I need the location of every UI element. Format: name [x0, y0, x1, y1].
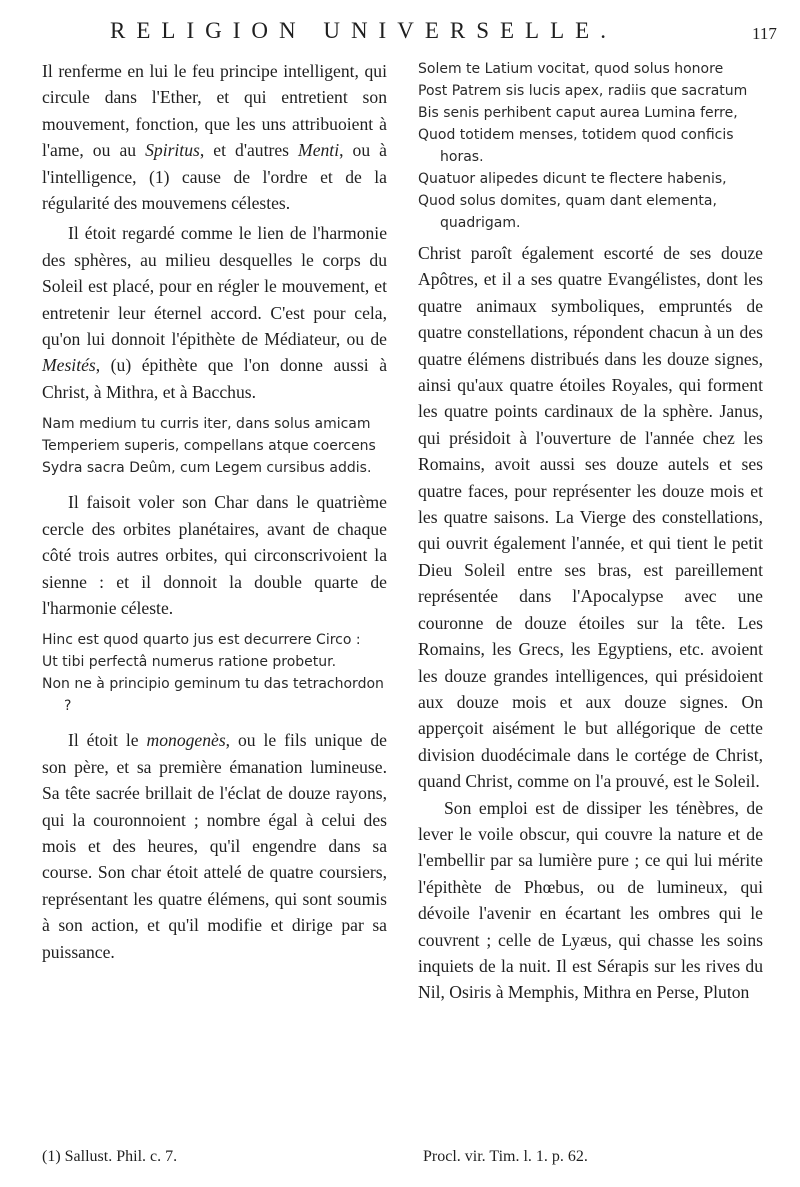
footnote-right: Procl. vir. Tim. l. 1. p. 62. [423, 1148, 588, 1165]
italic-term: monogenès [146, 730, 226, 751]
text-run: Il renferme en lui le feu principe intelligent, qui circule dans l'Ether, et qui entretient son mouvement, fonction, que les uns attribuoient à l'ame, ou au [42, 61, 387, 161]
text-run: , (u) épithète que l'on donne aussi à Christ, à Mithra, et à Bacchus. [42, 355, 387, 402]
latin-verse-1 [42, 413, 387, 479]
verse-line: Solem te Latium vocitat, quod solus honore [418, 61, 724, 77]
verse-line: Quod solus domites, quam dant elementa, quadrigam. [418, 193, 717, 231]
text-run: , et d'autres [199, 140, 299, 161]
right-paragraph-1: Christ paroît également escorté de ses douze Apôtres, et il a ses quatre Evangélistes, dont les quatre animaux symboliques, empruntés de quatre constellations, répondent chacun à un des quatre élémens distribués dans les douze signes, ainsi qu'aux quatre étoiles Royales, qui forment les quatre points cardinaux de la sphère. Janus, qui présidoit à l'ouverture de l'année chez les Romains, avoit aussi ses douze autels et ses quatre faces, pour représenter les douze mois et les quatre saisons. La Vierge des constellations, qui ouvrit également l'année, et qui tient le petit Dieu Soleil entre ses bras, est pareillement représentée dans l'Apocalypse avec une couronne de douze étoiles sur la tête. Les Romains, les Grecs, les Egyptiens, etc. avoient les douze grandes intelligences, qui présidoient aux douze mois et aux douze signes. On apperçoit aisément le but allégorique de cette division duodécimale dans le cortége de Christ, quand Christ, comme on l'a prouvé, est le Soleil. [418, 243, 763, 792]
left-paragraph-4 [42, 727, 387, 965]
text-run: , ou le fils unique de son père, et sa première émanation lumineuse. Sa tête sacrée brillait de l'éclat de douze rayons, qui la couronnoient ; nombre égal à celui des mois et des heures, qu'il engendre dans sa course. Son char étoit attelé de quatre coursiers, représentant les quatre élémens, qui sont soumis à son action, et qu'il modifie et dirige par sa puissance. [42, 730, 387, 962]
italic-term: Menti [298, 140, 340, 161]
text-run: , ou à l'intelligence, (1) cause de l'ordre et de la régularité des mouvemens célestes. [42, 140, 387, 214]
verse-line: Nam medium tu curris iter, dans solus amicam [42, 416, 371, 433]
verse-line: Non ne à principio geminum tu das tetrachordon ? [42, 676, 384, 715]
verse-line: Quatuor alipedes dicunt te flectere habenis, [418, 171, 727, 187]
italic-term: Mesités [42, 355, 96, 376]
verse-line: Temperiem superis, compellans atque coercens [42, 438, 376, 455]
left-column [42, 58, 387, 965]
verse-line: Sydra sacra Deûm, cum Legem cursibus addis. [42, 460, 372, 477]
footnote-left: (1) Sallust. Phil. c. 7. [42, 1148, 178, 1165]
text-run: Il étoit regardé comme le lien de l'harmonie des sphères, au milieu desquelles le corps du Soleil est placé, pour en régler le mouvement, et entretenir leur éternel accord. C'est pour cela, qu'on lui donnoit l'épithète de Médiateur, ou de [42, 223, 387, 350]
left-paragraph-1 [42, 58, 387, 216]
right-column [418, 58, 763, 1006]
left-paragraph-2 [42, 220, 387, 405]
verse-line: Quod totidem menses, totidem quod conficis horas. [418, 127, 734, 165]
right-paragraph-2: Son emploi est de dissiper les ténèbres, de lever le voile obscur, qui couvre la nature et de l'embellir par sa lumière pure ; ce qui lui mérite l'épithète de Phœbus, ou de lumineux, qui dévoile l'avenir en écartant les ombres qui le couvrent ; celle de Lyæus, qui chasse les soins inquiets de la nuit. Il est Sérapis sur les rives du Nil, Osiris à Memphis, Mithra en Perse, Pluton [418, 797, 763, 1003]
latin-verse-2 [42, 629, 387, 717]
page-number: 117 [752, 24, 777, 43]
latin-verse-3 [418, 58, 763, 234]
verse-line: Post Patrem sis lucis apex, radiis que sacratum [418, 83, 748, 99]
verse-line: Hinc est quod quarto jus est decurrere Circo : [42, 632, 361, 649]
running-head: RELIGION UNIVERSELLE. [110, 18, 617, 43]
verse-line: Ut tibi perfectâ numerus ratione probetur. [42, 654, 337, 671]
text-run: Il étoit le [68, 730, 147, 751]
verse-line: Bis senis perhibent caput aurea Lumina ferre, [418, 105, 738, 121]
left-paragraph-3: Il faisoit voler son Char dans le quatrième cercle des orbites planétaires, avant de chaque côté trois autres orbites, qui circonscrivoient la sienne : et il donnoit la double quarte de l'harmonie céleste. [42, 492, 387, 618]
italic-term: Spiritus [145, 140, 200, 161]
